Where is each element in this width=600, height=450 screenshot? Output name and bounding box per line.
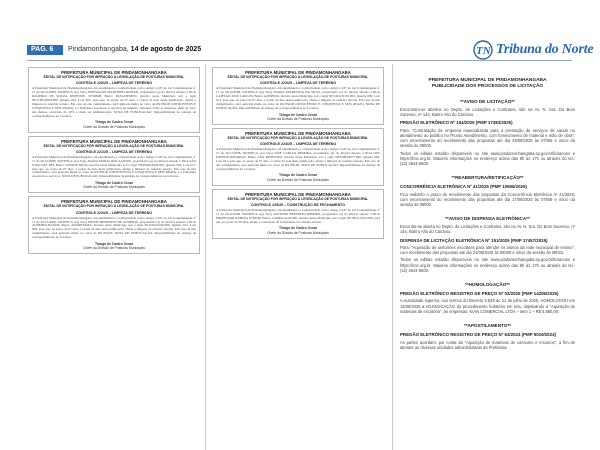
signatory-name: Thiago de Castro Cesar [278, 173, 318, 178]
tender-section-heading: **REABERTURA/RETIFICAÇÃO** [451, 175, 524, 181]
notice-entity: PREFEITURA MUNICIPAL DE PINDAMONHANGABA [61, 70, 167, 75]
page-number-tag: PAG. 6 [27, 45, 63, 55]
notice-body: A Prefeitura Municipal de Pindamonhangaba, em atendimento e conformidade com o Artigo 2.187 de Lei Complementar nº 17 de 26/12/2008, NOTIFICA o(a) Sr(a) EDSON BENEDITO DE ALMEIDA, proprietário (a) do imóvel situado à RUA ALBERTO BASSIT, Bairro ARARETAMA, inscrito neste Município sob a sigla SE11003.0218.000, Quadra 012, Lote 008, para que, no prazo de 07 dias, a contar da data desta publicação, efetue a limpeza do referido terreno. Em caso de não cumprimento, será aplicada multa no valor de R$ 856,00. NOTA DE PUBLICAÇÃO: Impossibilidade de entrega de correspondências no Correios. [32, 215, 196, 240]
tender-paragraph: Encontram-se abertos no Depto. de Licitações e Contratos, sito na Av. N. Sra. Do Bom Sucesso, nº 144, Bairro Alto do Cardoso. [400, 107, 575, 118]
tender-section [400, 99, 575, 166]
signatory-name: Thiago de Castro Cesar [278, 226, 318, 231]
notice-process-number: CONTROLE 223/25 – LIMPEZA DE TERRENO [259, 81, 337, 86]
notice-edital-title: EDITAL DE NOTIFICAÇÃO POR INFRAÇÃO À LEGISLAÇÃO DE POSTURAS MUNICIPAL [227, 75, 369, 79]
notice-signature [216, 226, 380, 234]
newspaper-logo [472, 40, 593, 60]
notice-signature [216, 173, 380, 181]
tender-section [400, 216, 575, 273]
signatory-name: Thiago de Castro Cesar [278, 112, 318, 117]
notice-entity: PREFEITURA MUNICIPAL DE PINDAMONHANGABA [245, 130, 351, 136]
tender-section [400, 282, 575, 314]
tender-paragraph: Fica reaberto o prazo de recebimento das propostas da Concorrência Eletrônica nº 41/2025, com encerramento do recebimento das propostas até dia 17/09/2025 às 07h59 e início da sessão às 08h00. [400, 191, 575, 208]
notice-process-number: CONTROLE 220/25 – LIMPEZA DE TERRENO [75, 81, 153, 86]
tender-paragraph: A Autoridade superior, nos termos do Decreto 5.828 de 21 de julho de 2020, HOMOLOGOU em 13/08/2025 a ADJUDICAÇÃO do procedimento licitatório em tela, objetivando a "Aquisição de materiais de escritório", às empresas: KIAN COMERCIAL LTDA – item 1 – R$ 4.850,00. [400, 298, 575, 314]
tender-paragraph: Todos os editais estarão disponíveis no site www.pindamonhangaba.sp.gov.br/licitacoes e https://bnc.org.br. Maiores informações no endereço acima das 8h às 17h ou através do tel.: (12) 3644-5600. [400, 150, 575, 167]
signatory-role: Chefe da Divisão de Posturas Municipais [267, 116, 329, 121]
notice-process-number: CONTROLE 222/25 – LIMPEZA DE TERRENO [75, 210, 153, 215]
tender-section [400, 175, 575, 207]
tender-section-heading: **AVISO DE DISPENSA ELETRÔNICA** [445, 216, 530, 222]
tender-paragraph: Encontra-se aberta no Depto. de Licitações e Contratos, sito na Av. N. Sra. Do Bom Sucesso, nº 144, Bairro Alto do Cardoso. [400, 224, 575, 235]
signatory-role: Chefe da Divisão de Posturas Municipais [267, 177, 329, 182]
notice-box [212, 189, 384, 239]
notice-entity: PREFEITURA MUNICIPAL DE PINDAMONHANGABA [245, 191, 351, 197]
notice-edital-title: EDITAL DE NOTIFICAÇÃO POR INFRAÇÃO À LEGISLAÇÃO DE POSTURAS MUNICIPAL [227, 135, 369, 140]
notice-entity: PREFEITURA MUNICIPAL DE PINDAMONHANGABA [245, 70, 351, 75]
column-divider [392, 64, 393, 450]
tender-paragraph: As partes acordam, por conta da "Aquisição de materiais de consumo e insumos", a fim de atender as diversas unidades administrativas da Prefeitura. [400, 339, 575, 350]
dateline-city: Pindamonhangaba, [68, 46, 129, 53]
notice-edital-title: EDITAL DE NOTIFICAÇÃO POR INFRAÇÃO À LEGISLAÇÃO DE POSTURAS MUNICIPAL [43, 204, 185, 209]
notice-signature [216, 113, 380, 121]
header-divider [27, 60, 572, 61]
tender-paragraph: Para: "Aquisição de uniformes escolares para atender os alunos da rede municipal de ensino", com recebimento das propostas até dia 21/08/2025 às 08h00 e início da sessão às 08h01. [400, 245, 575, 256]
tender-process-title: PREGÃO ELETRÔNICO REGISTRO DE PREÇO Nº 02/2025 (PMP 14206/2025) [400, 291, 559, 297]
notices-column-2 [212, 64, 384, 450]
svg-text:TN: TN [476, 45, 491, 57]
signatory-role: Chefe da Divisão de Posturas Municipais [83, 185, 145, 190]
signatory-role: Chefe da Divisão de Posturas Municipais [267, 230, 329, 235]
notice-edital-title: EDITAL DE NOTIFICAÇÃO POR INFRAÇÃO À LEGISLAÇÃO DE POSTURAS MUNICIPAL [43, 75, 185, 79]
column-divider [205, 64, 206, 450]
notice-edital-title: EDITAL DE NOTIFICAÇÃO POR INFRAÇÃO À LEGISLAÇÃO DE POSTURAS MUNICIPAL [227, 196, 369, 201]
tender-paragraph: Para: "Contratação de empresa especializada para a prestação de serviços de saúde no atendimento ao público no Pronto Atendimento, com fornecimento de material e mão de obra", com encerramento do recebimento das propostas até dia 28/08/2025 às 07h59 e início da sessão às 08h00. [400, 127, 575, 149]
signatory-name: Thiago de Castro Cesar [94, 120, 134, 125]
tenders-sections [400, 99, 575, 350]
notice-process-number: CONTROLE 221/25 – LIMPEZA DE TERRENO [75, 149, 153, 154]
notices-column-1 [28, 64, 200, 450]
notice-signature [32, 181, 196, 189]
signatory-role: Chefe da Divisão de Posturas Municipais [83, 246, 145, 251]
tender-section-heading: **AVISO DE LICITAÇÃO** [460, 99, 515, 104]
tn-logo-icon [472, 40, 494, 60]
notice-box [212, 128, 384, 186]
notice-body: A Prefeitura Municipal de Pindamonhangaba, em atendimento e conformidade com o Artigo 2.187 de Lei Complementar nº 17 de 26/12/2008, NOTIFICA o(a) Sr(a) JOSEVALDO MARTINHO ROMAN, proprietário (a) do imóvel situado à RUA ROGÉRIO DE SOUZA REZENDE, SP/MMB, Bairro PASSATEMPO, inscrito neste Município sob a sigla NE17063.0603.000, Quadra 001, Lote 002, para que, no prazo de 07 dias, a contar da data desta publicação, efetue a limpeza do referido terreno. Em caso de não cumprimento, será aplicada multa no valor de R$ 856,00 (OITOCENTOS E CINQUENTA E SEIS REAIS), e a Prefeitura executará os serviços de limpeza, cobrando todas as despesas, além do valor das multas, acrescido de 20% a título de administração. NOTA DE PUBLICAÇÃO: Impossibilidade de entrega de correspondências no Correios. [32, 86, 196, 118]
dateline-date: 14 de agosto de 2025 [130, 46, 202, 53]
signatory-role: Chefe da Divisão de Posturas Municipais [83, 124, 145, 129]
notice-process-number: CONTROLE 224/25 – LIMPEZA DE TERRENO [259, 142, 337, 147]
tender-process-title: PREGÃO ELETRÔNICO REGISTRO DE PREÇO Nº 63/2024 (PMP 5019/2024) [400, 332, 556, 338]
notice-box [212, 67, 384, 125]
notice-signature [32, 120, 196, 128]
notice-body: A Prefeitura Municipal de Pindamonhangaba, em atendimento e conformidade com o Artigo 2.187 de Lei Complementar nº 17 de 26/12/2008, NOTIFICA o(a) Sr(a) MARIA APARECIDA DA SILVA, proprietário (a) do imóvel situado à RUA CAPITÃO JOSÉ CARLOS, Bairro AZEREDO, inscrito neste Município sob a sigla NE14012.0165.000, Quadra 009, Lote 014, para que, no prazo de 07 dias, a contar da data desta publicação, efetue a limpeza do referido terreno. Em caso de não cumprimento, será aplicada multa no valor de R$ 856,00 (OITOCENTOS E CINQUENTA E SEIS REAIS). NOTA DE PUBLICAÇÃO: Impossibilidade de entrega de correspondências no Correios. [216, 86, 380, 110]
notice-edital-title: EDITAL DE NOTIFICAÇÃO POR INFRAÇÃO À LEGISLAÇÃO DE POSTURAS MUNICIPAL [43, 143, 185, 148]
notice-entity: PREFEITURA MUNICIPAL DE PINDAMONHANGABA [61, 138, 167, 144]
notice-box [28, 136, 200, 194]
tenders-entity: PREFEITURA MUNICIPAL DE PINDAMONHANGABA [428, 78, 547, 83]
notice-box [28, 196, 200, 254]
tenders-column [400, 64, 575, 450]
tender-section-heading: **HOMOLOGAÇÃO** [465, 282, 510, 288]
signatory-name: Thiago de Castro Cesar [94, 181, 134, 186]
logo-wordmark: Tribuna do Norte [496, 42, 594, 57]
tender-section-heading: **APOSTILAMENTO** [464, 323, 511, 329]
tender-process-title: DISPENSA DE LICITAÇÃO ELETRÔNICA Nº 151/2025 (PMP 17457/2025) [400, 237, 548, 243]
tender-paragraph: Todos os editais estarão disponíveis no site www.pindamonhangaba.sp.gov.br/licitacoes e https://bnc.org.br. Maiores informações no endereço acima das 8h às 17h ou através do tel.: (12) 3644-5600. [400, 257, 575, 273]
notice-box [28, 67, 200, 133]
page-header [0, 0, 600, 66]
tender-section [400, 323, 575, 350]
tender-process-title: PREGÃO ELETRÔNICO Nº 104/2025 (PMP 17383/2025) [400, 120, 513, 126]
notice-entity: PREFEITURA MUNICIPAL DE PINDAMONHANGABA [61, 199, 167, 205]
tender-process-title: CONCORRÊNCIA ELETRÔNICA Nº 41/2025 (PMP 10596/2025) [400, 184, 527, 190]
notice-body: A Prefeitura Municipal de Pindamonhangaba, em atendimento e conformidade com o Artigo 2.187 de Lei Complementar nº 17 de 26/12/2008, NOTIFICA o(a) Sr(a) JOANA MARIA DOS SANTOS, proprietário (a) do imóvel situado à RUA SÃO JOÃO DEL REI, Bairro CIDADE NOVA, inscrito neste Município sob a sigla NE20020.0044.000, Quadra 004, Lote 017, para que, no prazo de 07 dias, a contar da data desta publicação, efetue a limpeza do referido terreno. Em caso de não cumprimento, será aplicada multa no valor de R$ 856,00 (OITOCENTOS E CINQUENTA E SEIS REAIS), e a Prefeitura executará os serviços. NOTA DE PUBLICAÇÃO: Impossibilidade de entrega de correspondências no Correios. [32, 154, 196, 179]
tenders-subtitle: PUBLICIDADE DOS PROCESSOS DE LICITAÇÃO [431, 84, 544, 89]
signatory-name: Thiago de Castro Cesar [94, 242, 134, 247]
page-dateline [68, 45, 201, 55]
notice-body: A Prefeitura Municipal de Pindamonhangaba, em atendimento e conformidade com o Artigo 2.187 de Lei Complementar nº 17 de 26/12/2008, NOTIFICA o(a) Sr(a) JOSÉ CARLOS PEREIRA, proprietário (a) do imóvel situado à RUA DOS EXPEDICIONÁRIOS, Bairro SÃO BENEDITO, inscrito neste Município sob a sigla NE23004.0077.000, Quadra 003, Lote 021, para que, no prazo de 07 dias, a contar da data desta publicação, efetue a limpeza do referido terreno. Em caso de não cumprimento, será aplicada multa no valor de R$ 856,00. NOTA DE PUBLICAÇÃO: Impossibilidade de entrega de correspondências no Correios. [216, 147, 380, 171]
notice-body: A Prefeitura Municipal de Pindamonhangaba, em atendimento e conformidade com o Artigo 2.187 de Lei Complementar nº 17 de 26/12/2008, NOTIFICA o(a) Sr(a) ANTONIO BENEDITO RIBEIRO, proprietário (a) do imóvel situado à RUA PROFESSOR RUBIÃO JÚNIOR, Bairro CAMPO ALEGRE, inscrito neste Município sob a sigla NE18011.0102.000, para que, no prazo de 30 dias, efetue a construção do fechamento do referido terreno. [216, 207, 380, 224]
notice-process-number: CONTROLE 225/25 – CONSTRUÇÃO DE FECHAMENTO [250, 202, 346, 207]
notice-signature [32, 242, 196, 250]
